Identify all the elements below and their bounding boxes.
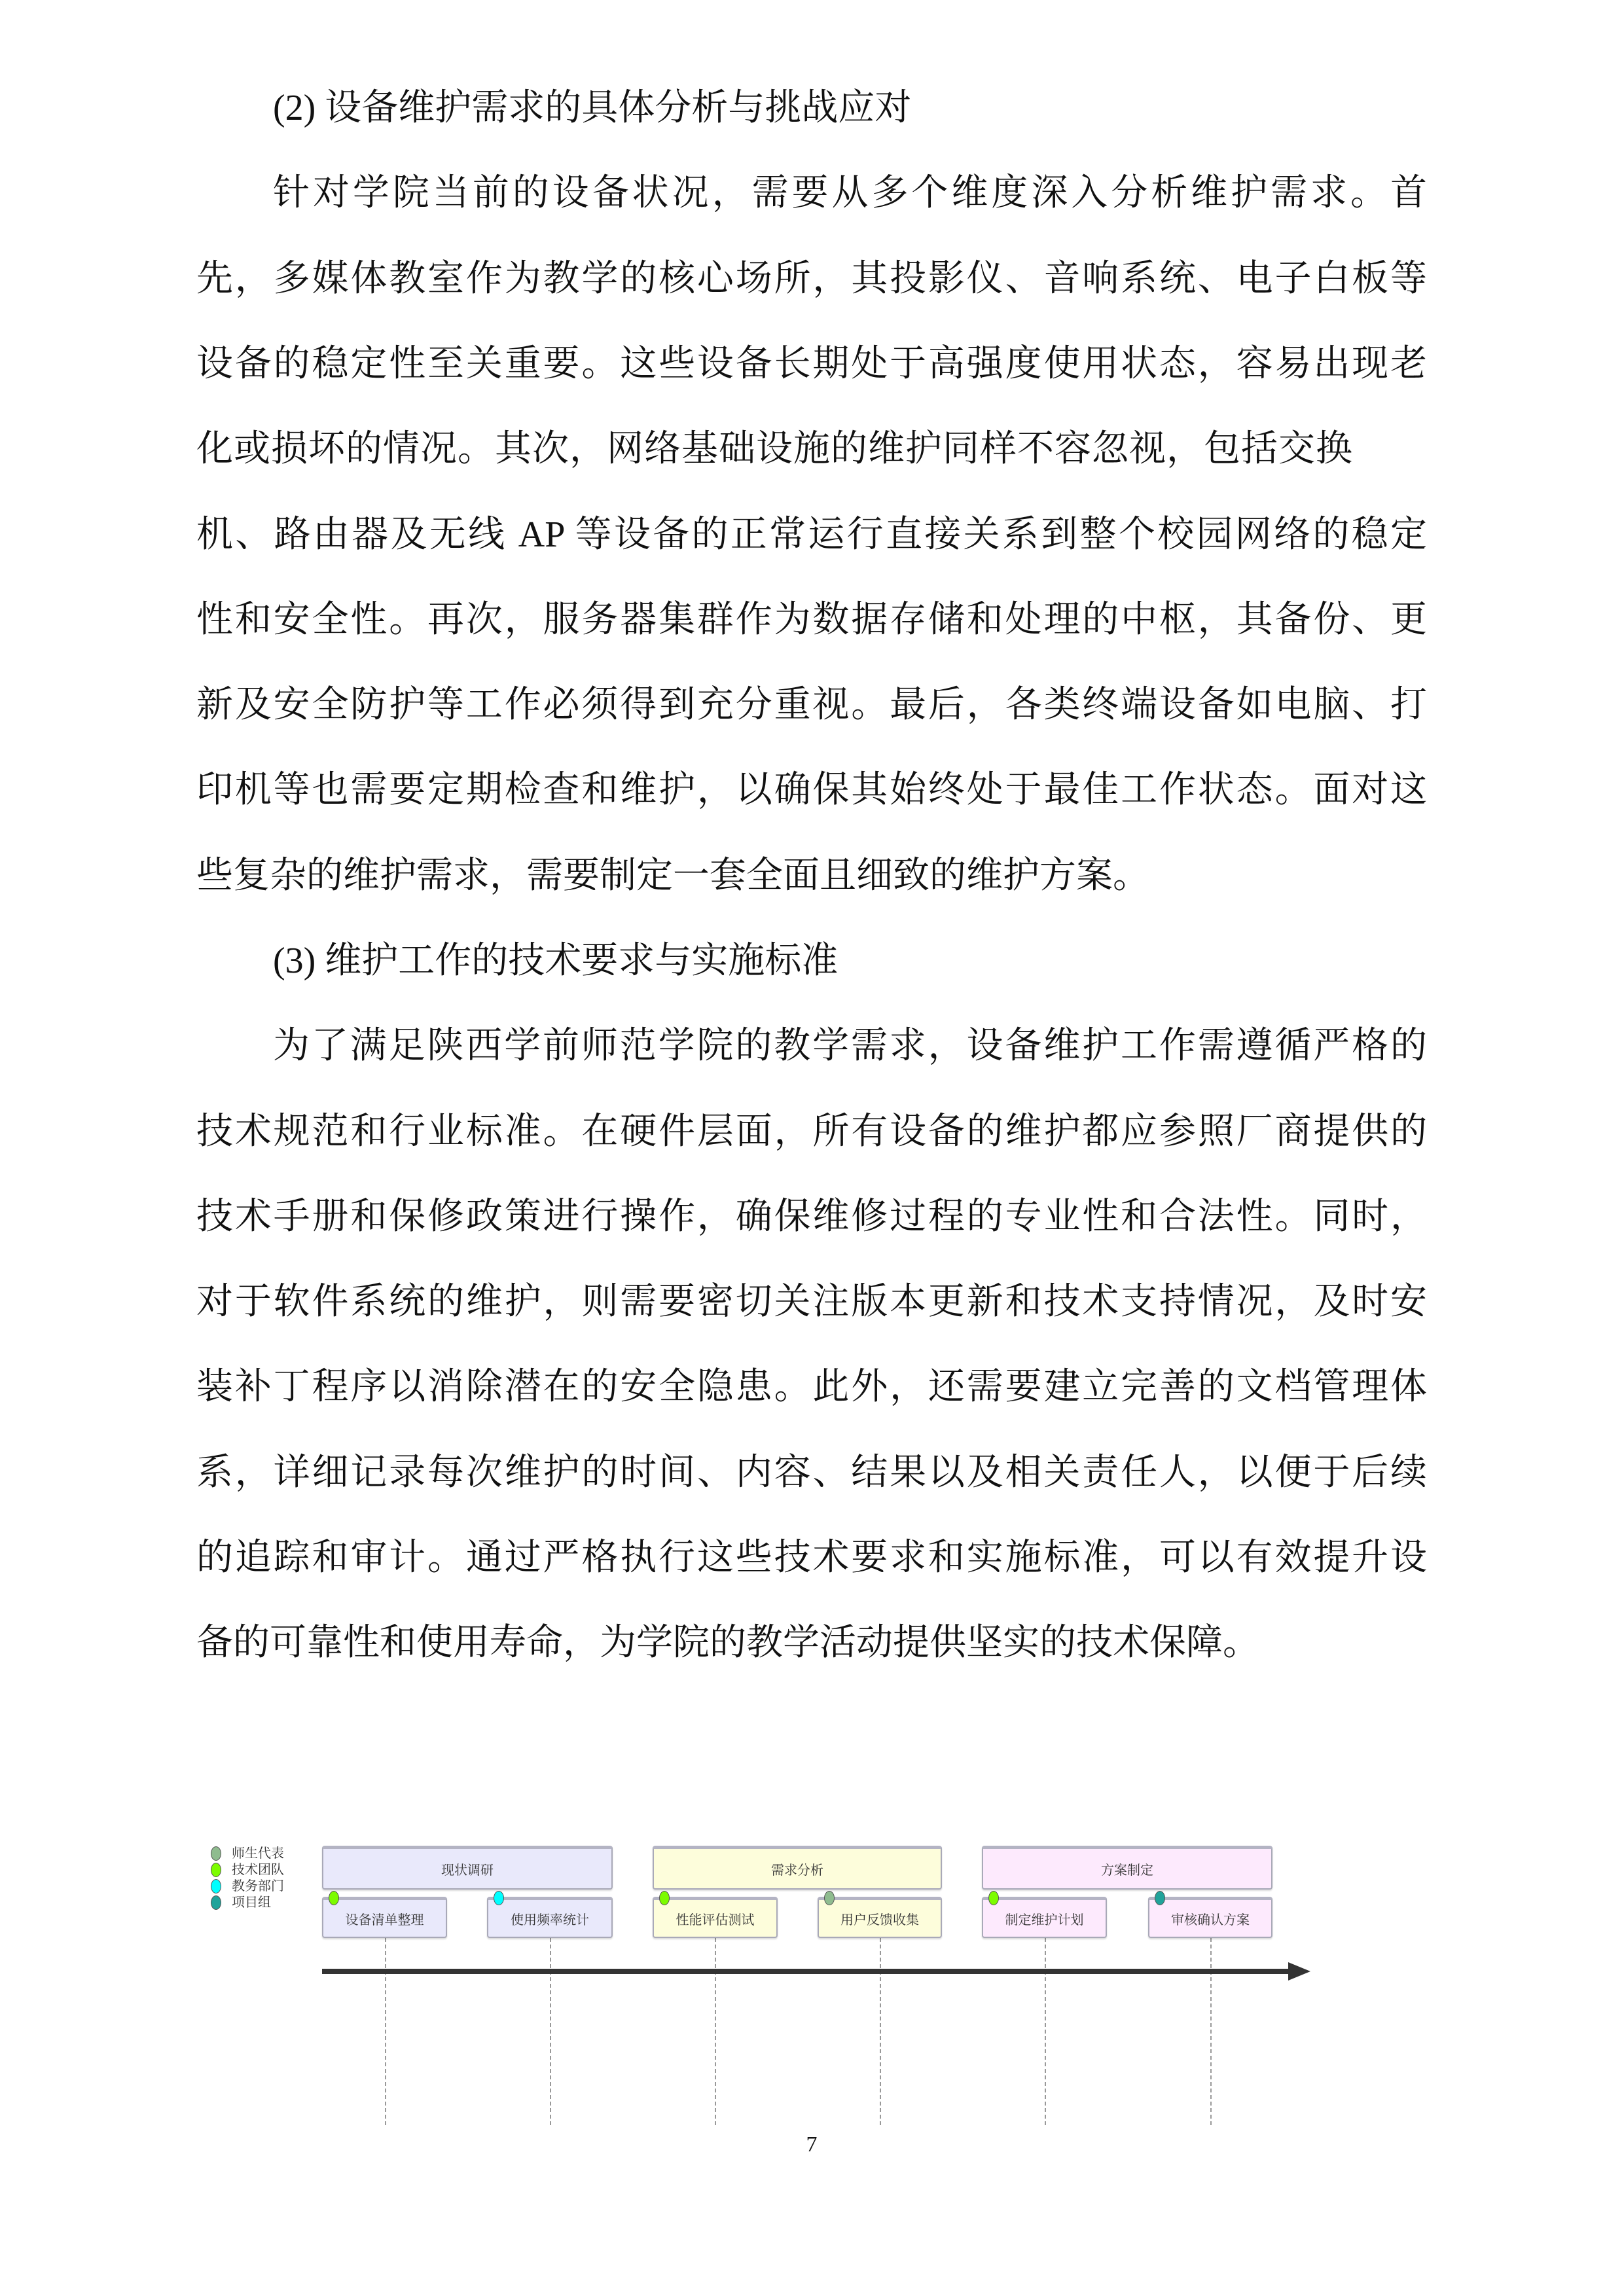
page-number: 7 <box>806 2132 818 2157</box>
owner-dot-icon <box>1155 1891 1165 1905</box>
phase-box <box>653 1846 942 1890</box>
legend-label: 师生代表 <box>232 1846 284 1861</box>
paragraph-line: 新及安全防护等工作必须得到充分重视。最后，各类终端设备如电脑、打 <box>196 685 1427 725</box>
task-label: 设备清单整理 <box>345 1912 424 1928</box>
legend-label: 项目组 <box>232 1895 271 1910</box>
phase-box <box>322 1846 613 1890</box>
task-box <box>487 1897 613 1938</box>
paragraph-line: 针对学院当前的设备状况，需要从多个维度深入分析维护需求。首 <box>273 173 1427 213</box>
legend-dot-icon <box>211 1863 221 1877</box>
paragraph-line: 设备的稳定性至关重要。这些设备长期处于高强度使用状态，容易出现老 <box>196 344 1427 384</box>
task-label: 用户反馈收集 <box>840 1912 919 1928</box>
task-box <box>818 1897 942 1938</box>
paragraph-line: 的追踪和审计。通过严格执行这些技术要求和实施标准，可以有效提升设 <box>196 1537 1427 1578</box>
paragraph-line: 系，详细记录每次维护的时间、内容、结果以及相关责任人，以便于后续 <box>196 1452 1427 1493</box>
task-label: 性能评估测试 <box>676 1912 755 1928</box>
legend-dot-icon <box>211 1879 221 1893</box>
paragraph-line: 技术手册和保修政策进行操作，确保维修过程的专业性和合法性。同时， <box>196 1196 1427 1237</box>
paragraph-line: 化或损坏的情况。其次，网络基础设施的维护同样不容忽视，包括交换 <box>196 429 1353 469</box>
task-box <box>322 1897 447 1938</box>
heading-2: (2) 设备维护需求的具体分析与挑战应对 <box>273 88 912 128</box>
owner-dot-icon <box>329 1891 339 1905</box>
owner-dot-icon <box>824 1891 835 1905</box>
owner-dot-icon <box>494 1891 504 1905</box>
task-label: 制定维护计划 <box>1005 1912 1084 1928</box>
task-label: 审核确认方案 <box>1171 1912 1250 1928</box>
legend-label: 教务部门 <box>232 1879 284 1893</box>
paragraph-line: 为了满足陕西学前师范学院的教学需求，设备维护工作需遵循严格的 <box>273 1026 1427 1066</box>
owner-dot-icon <box>988 1891 999 1905</box>
paragraph-line: 些复杂的维护需求，需要制定一套全面且细致的维护方案。 <box>196 855 1149 896</box>
phase-label: 方案制定 <box>1101 1863 1153 1878</box>
phase-label: 需求分析 <box>771 1863 823 1878</box>
task-box <box>982 1897 1107 1938</box>
paragraph-line: 印机等也需要定期检查和维护，以确保其始终处于最佳工作状态。面对这 <box>196 770 1427 810</box>
paragraph-line: 机、路由器及无线 AP 等设备的正常运行直接关系到整个校园网络的稳定 <box>196 514 1427 555</box>
paragraph-line: 技术规范和行业标准。在硬件层面，所有设备的维护都应参照厂商提供的 <box>196 1111 1427 1152</box>
legend-dot-icon <box>211 1895 221 1910</box>
paragraph-line: 装补丁程序以消除潜在的安全隐患。此外，还需要建立完善的文档管理体 <box>196 1367 1427 1407</box>
task-box <box>1148 1897 1272 1938</box>
paragraph-line: 性和安全性。再次，服务器集群作为数据存储和处理的中枢，其备份、更 <box>196 600 1427 640</box>
paragraph-line: 先，多媒体教室作为教学的核心场所，其投影仪、音响系统、电子白板等 <box>196 259 1427 299</box>
paragraph-line: 备的可靠性和使用寿命，为学院的教学活动提供坚实的技术保障。 <box>196 1623 1259 1663</box>
paragraph-line: 对于软件系统的维护，则需要密切关注版本更新和技术支持情况，及时安 <box>196 1282 1427 1322</box>
task-box <box>653 1897 778 1938</box>
timeline-arrow-icon <box>321 1960 1316 1982</box>
phase-label: 现状调研 <box>441 1863 494 1878</box>
owner-dot-icon <box>659 1891 670 1905</box>
phase-box <box>982 1846 1272 1890</box>
legend-dot-icon <box>211 1846 221 1861</box>
legend-label: 技术团队 <box>232 1863 284 1877</box>
heading-3: (3) 维护工作的技术要求与实施标准 <box>273 941 839 981</box>
task-label: 使用频率统计 <box>511 1912 589 1928</box>
